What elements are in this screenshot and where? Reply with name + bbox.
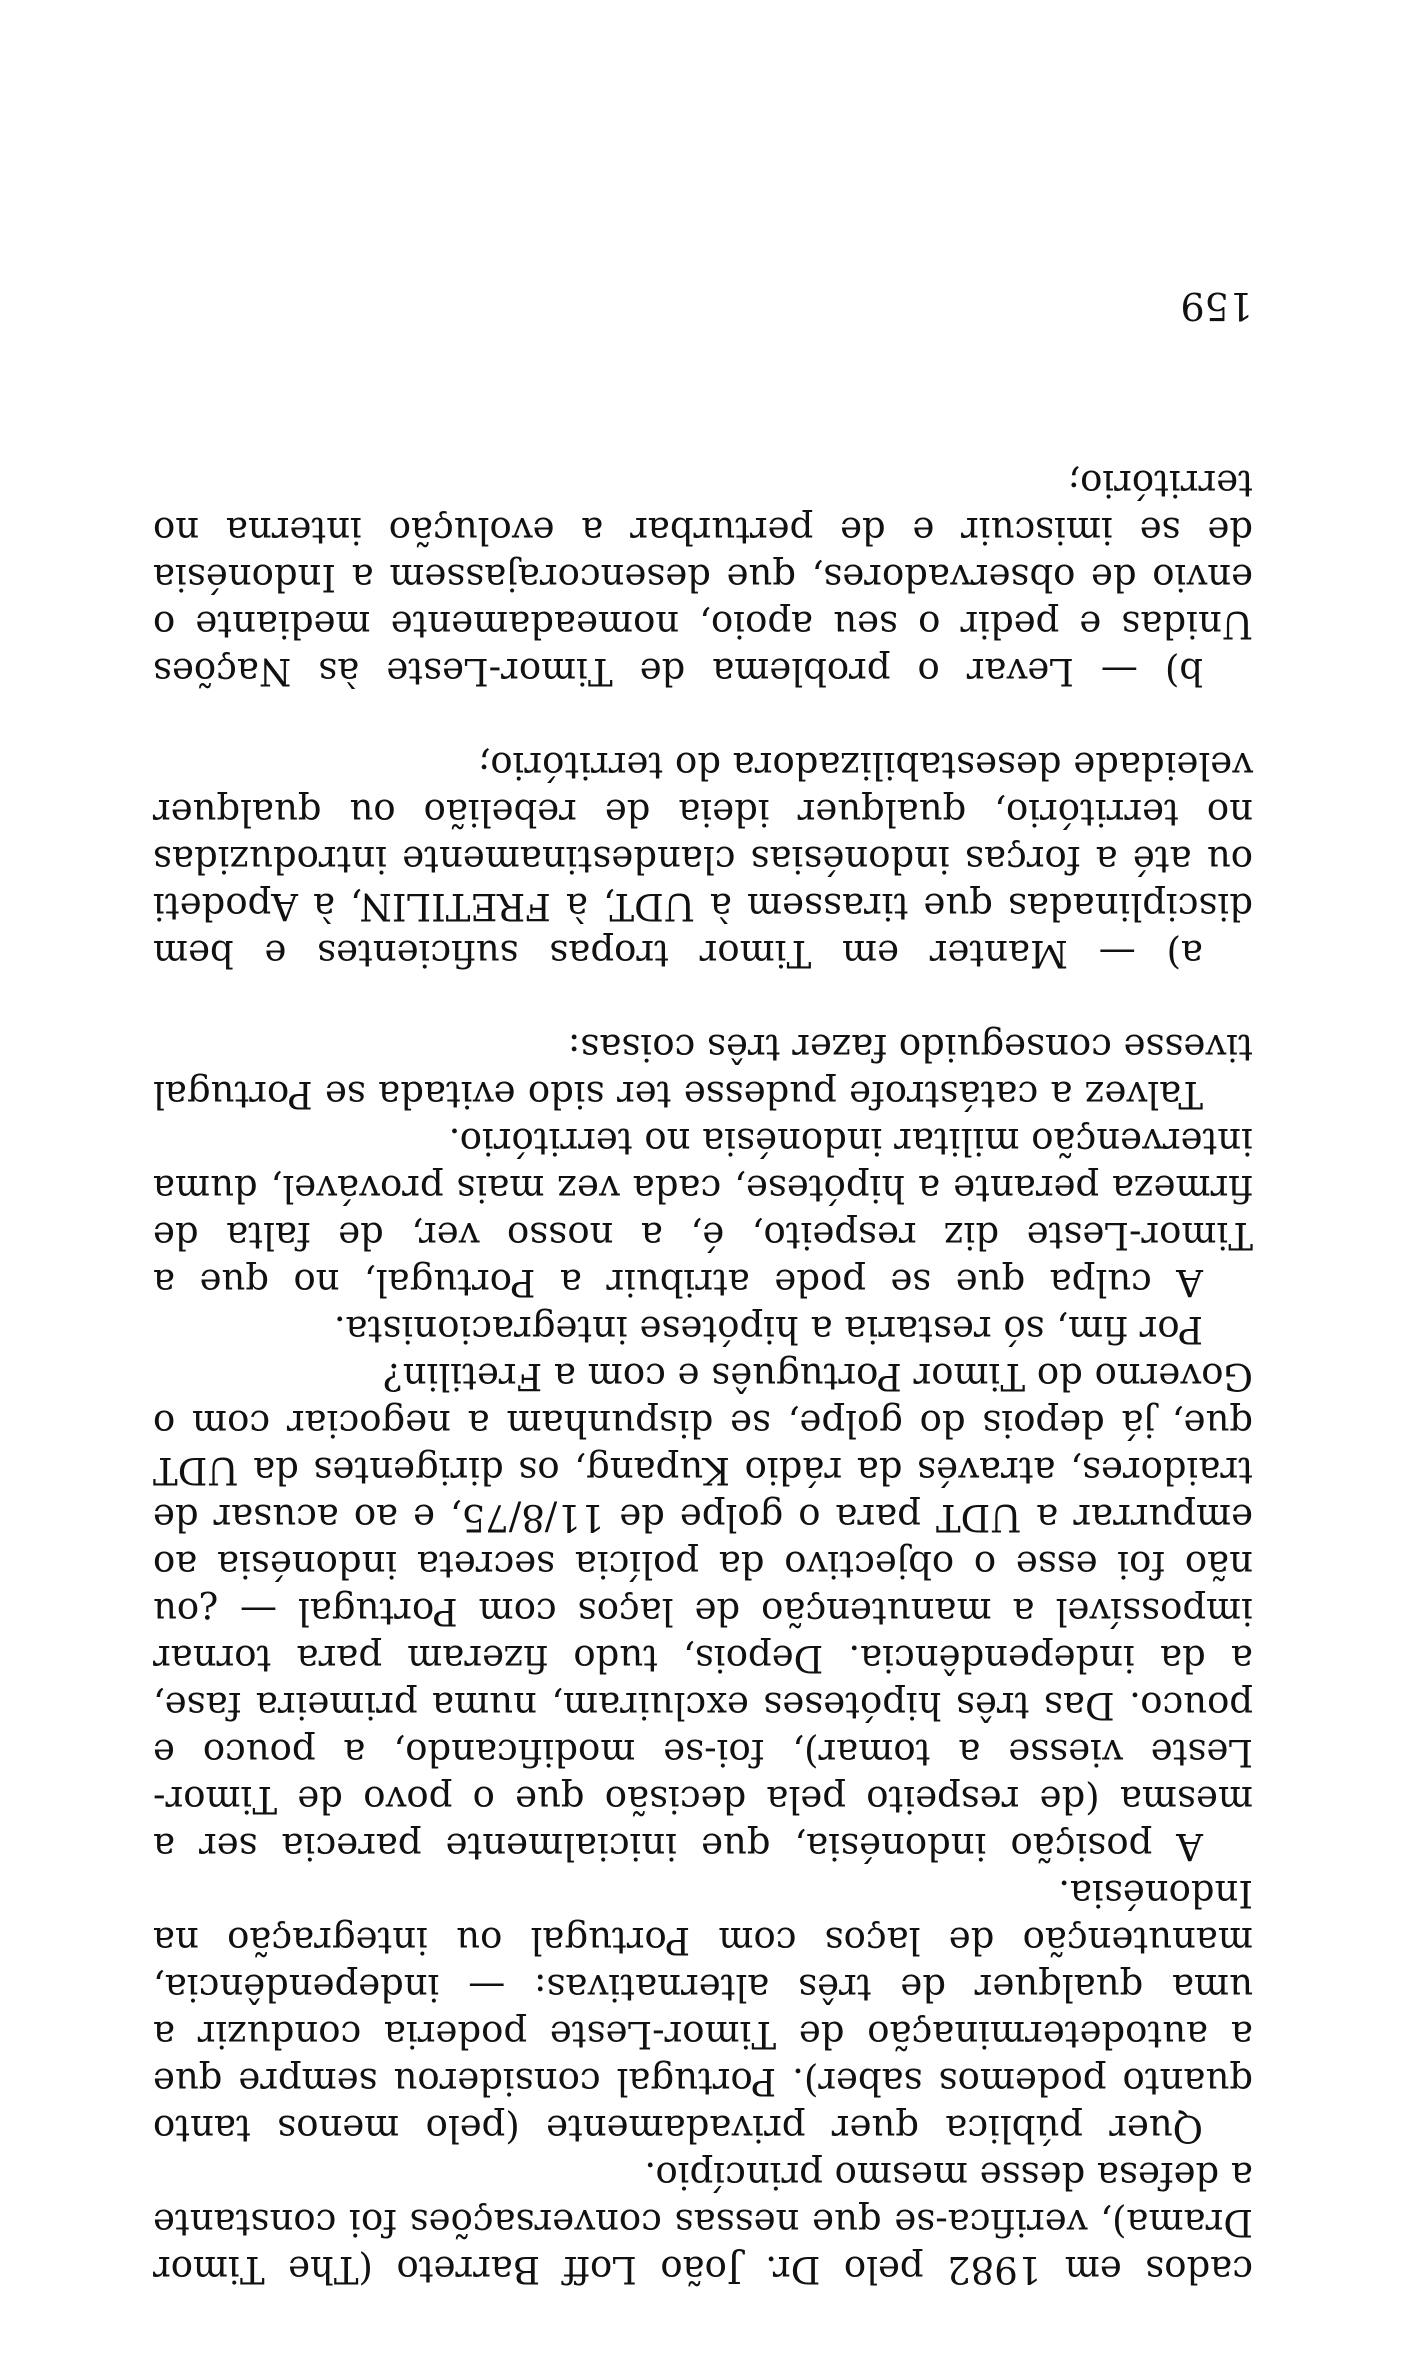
paragraph: cados em 1982 pelo Dr. João Loff Barreto (The Timor Drama), verifica-se que nessas conversações foi constante a defesa desse mesmo princípio. [153,2154,1253,2291]
body-text [153,460,1253,2293]
list-item-a: a) — Manter em Timor tropas suficientes e bem disciplinadas que tirassem à UDT, à FRETILIN, à Apodeti ou até a forças indonésias clandestinamente introduzidas no território, qualquer ideia de rebelião ou qualquer veleidade desestabilizadora do território; [153,744,1253,975]
page-number: 159 [1180,284,1253,328]
list-item-b: b) — Levar o problema de Timor-Leste às Nações Unidas e pedir o seu apoio, nomeadamente mediante o envio de observadores, que desencorajassem a Indonésia de se imiscuir e de perturbar a evolução interna no território; [153,462,1253,693]
paragraph: A posição indonésia, que inicialmente parecia ser a mesma (de respeito pela decisão que o povo de Timor-Leste viesse a tomar), foi-se modificando, a pouco e pouco. Das três hipóteses excluiram, numa primeira fase, a da independência. Depois, tudo fizeram para tornar impossível a manutenção de laços com Portugal — ¿ou não foi esse o objectivo da polícia secreta indonésia ao empurrar a UDT para o golpe de 11/8/75, e ao acusar de traidores, através da rádio Kupang, os dirigentes da UDT que, já depois do golpe, se dispunham a negociar com o Governo do Timor Português e com a Fretilin? [153,1355,1253,1868]
paragraph: Talvez a catástrofe pudesse ter sido evitada se Portugal tivesse conseguido fazer três coisas: [153,1026,1253,1116]
paragraph: A culpa que se pode atribuir a Portugal, no que a Timor-Leste diz respeito, é, a nosso ver, de falta de firmeza perante a hipótese, cada vez mais provável, duma intervenção militar indonésia no território. [153,1120,1253,1304]
paragraph: Quer pública quer privadamente (pelo menos tanto quanto podemos saber). Portugal considerou sempre que a autodeterminação de Timor-Leste poderia conduzir a uma qualquer de três alternativas: — independência, manutenção de laços com Portugal ou integração na Indonésia. [153,1872,1253,2150]
paragraph: Por fim, só restaria a hipótese integracionista. [333,1308,1203,1351]
